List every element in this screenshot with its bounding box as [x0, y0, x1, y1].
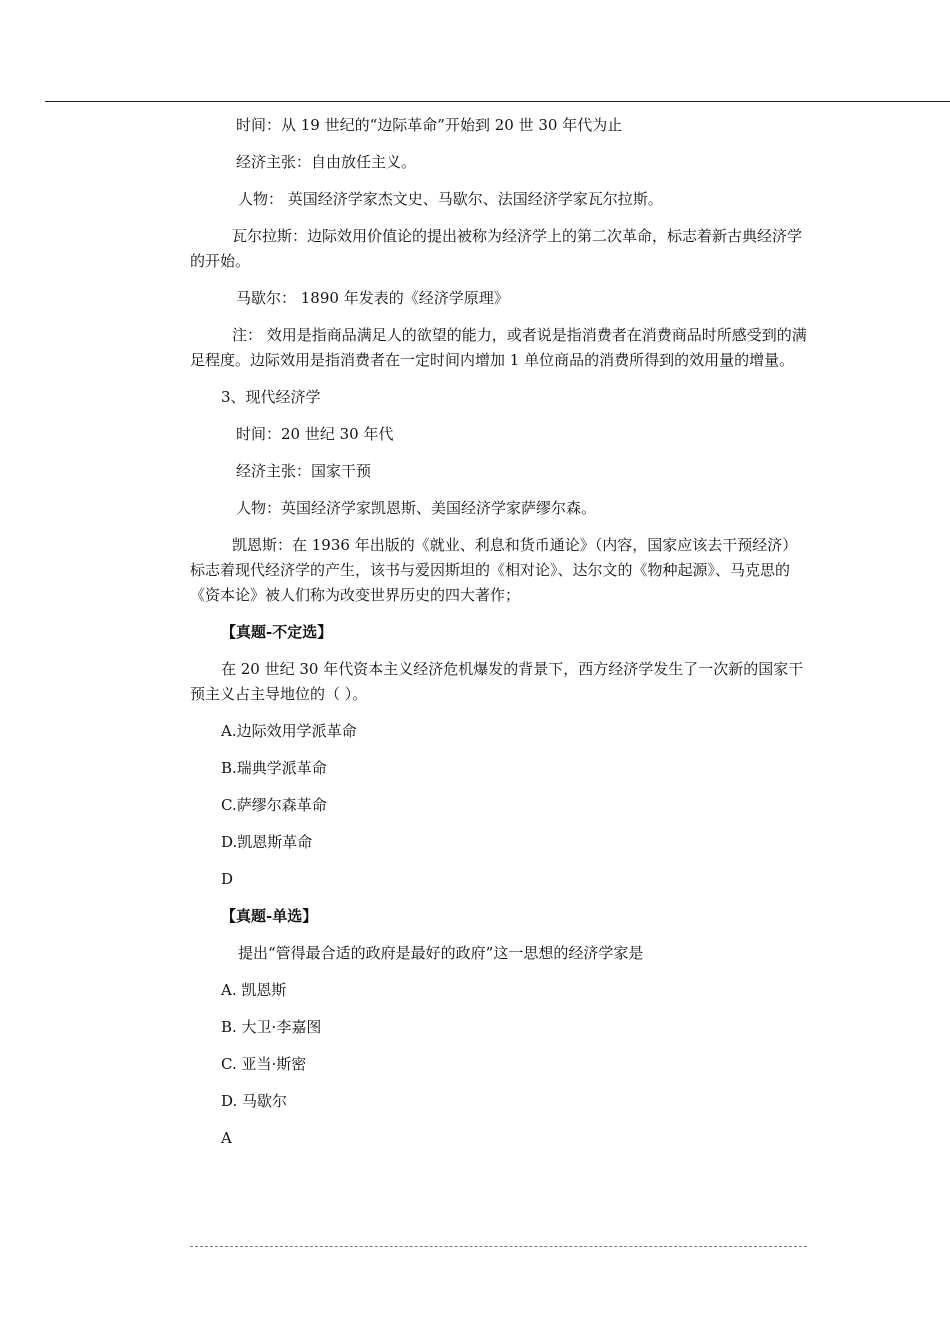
question-tag: 【真题-单选】 — [221, 907, 318, 925]
marshall-line: 马歇尔： 1890 年发表的《经济学原理》 — [236, 289, 509, 307]
time-line: 时间：从 19 世纪的“边际革命”开始到 20 世 30 年代为止 — [236, 116, 623, 134]
option-c: C. 亚当·斯密 — [221, 1055, 307, 1073]
note-paragraph: 注： 效用是指商品满足人的欲望的能力，或者说是指消费者在消费商品时所感受到的满足程度。边际效用是指消费者在一定时间内增加 1 单位商品的消费所得到的效用量的增量。 — [190, 326, 807, 369]
time-line: 时间：20 世纪 30 年代 — [236, 425, 394, 443]
answer: D — [221, 870, 234, 888]
walras-paragraph: 瓦尔拉斯：边际效用价值论的提出被称为经济学上的第二次革命，标志着新古典经济学的开始。 — [190, 227, 803, 270]
option-a: A.边际效用学派革命 — [221, 722, 357, 740]
option-b: B. 大卫·李嘉图 — [221, 1018, 322, 1036]
option-d: D.凯恩斯革命 — [221, 833, 313, 851]
claim-line: 经济主张：国家干预 — [236, 462, 372, 480]
option-b: B.瑞典学派革命 — [221, 759, 327, 777]
section-heading: 3、现代经济学 — [221, 388, 321, 406]
option-a: A. 凯恩斯 — [221, 981, 287, 999]
keynes-paragraph: 凯恩斯：在 1936 年出版的《就业、利息和货币通论》（内容，国家应该去干预经济）标志着现代经济学的产生，该书与爱因斯坦的《相对论》、达尔文的《物种起源》、马克思的《资本论》被人们称为改变世界历史的四大著作； — [190, 536, 798, 604]
answer: A — [221, 1129, 232, 1147]
option-d: D. 马歇尔 — [221, 1092, 288, 1110]
document-body — [190, 113, 807, 1151]
question-stem: 提出“管得最合适的政府是最好的政府”这一思想的经济学家是 — [238, 944, 644, 962]
people-line: 人物： 英国经济学家杰文史、马歇尔、法国经济学家瓦尔拉斯。 — [238, 190, 663, 208]
option-c: C.萨缪尔森革命 — [221, 796, 327, 814]
people-line: 人物：英国经济学家凯恩斯、美国经济学家萨缪尔森。 — [236, 499, 597, 517]
header-rule — [45, 101, 950, 102]
claim-line: 经济主张：自由放任主义。 — [236, 153, 417, 171]
question-stem: 在 20 世纪 30 年代资本主义经济危机爆发的背景下，西方经济学发生了一次新的国家干预主义占主导地位的（ ）。 — [190, 660, 804, 703]
question-tag: 【真题-不定选】 — [221, 623, 333, 641]
footer-rule — [190, 1246, 807, 1247]
